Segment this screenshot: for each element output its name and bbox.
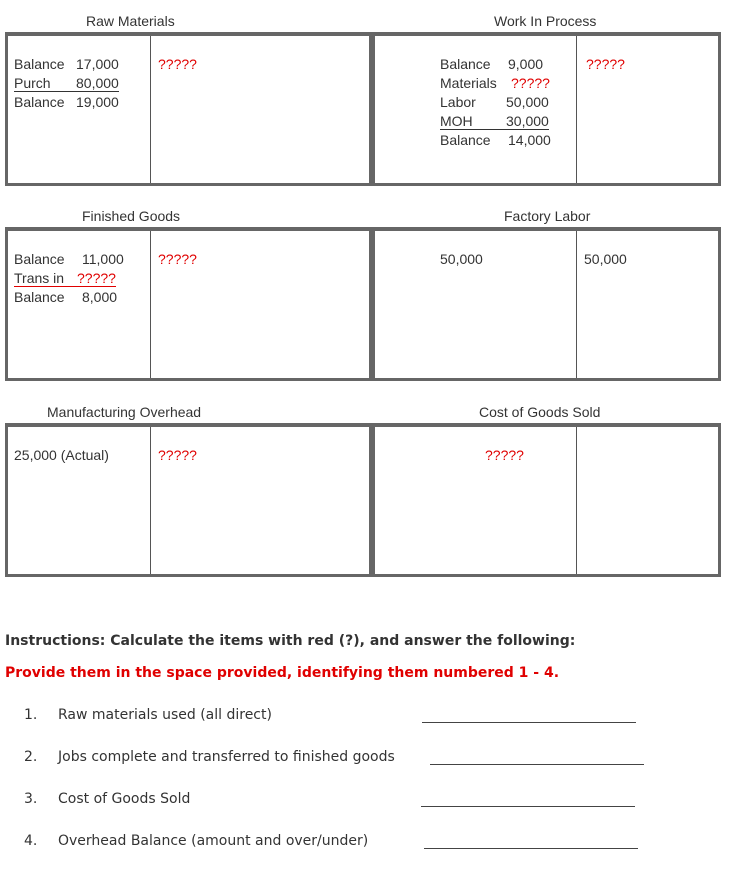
manufacturing-overhead-credit: ????? — [158, 447, 197, 463]
answer-line-3[interactable] — [421, 806, 635, 807]
wip-row-label: Balance — [440, 132, 491, 148]
answer-line-4[interactable] — [424, 848, 638, 849]
rm-row-label: Balance — [14, 94, 65, 110]
t-account-divider — [150, 231, 151, 378]
fg-row-value: 11,000 — [82, 251, 124, 267]
instructions-subheading: Provide them in the space provided, identifying them numbered 1 - 4. — [5, 665, 560, 681]
question-3 — [24, 791, 190, 807]
wip-row-value: 14,000 — [508, 132, 551, 148]
question-text: Cost of Goods Sold — [58, 791, 191, 807]
wip-row-label: MOH — [440, 113, 473, 129]
raw-materials-title: Raw Materials — [86, 13, 175, 29]
wip-row-value: 30,000 — [506, 113, 549, 129]
manufacturing-overhead-title: Manufacturing Overhead — [47, 404, 202, 420]
t-account-divider — [150, 36, 151, 183]
wip-row-value: ????? — [511, 75, 550, 91]
factory-labor-title: Factory Labor — [504, 208, 591, 224]
factory-labor-credit: 50,000 — [584, 251, 627, 267]
manufacturing-overhead-debit: 25,000 (Actual) — [14, 447, 109, 463]
question-number: 3. — [24, 791, 38, 807]
factory-labor-t-account — [372, 227, 721, 381]
rm-row-value: 80,000 — [76, 75, 119, 91]
t-account-divider — [576, 36, 577, 183]
rm-row-value: 17,000 — [76, 56, 119, 72]
wip-row-value: 50,000 — [506, 94, 549, 110]
raw-materials-t-account — [5, 32, 372, 186]
factory-labor-debit: 50,000 — [440, 251, 483, 267]
question-4 — [24, 833, 368, 849]
question-number: 4. — [24, 833, 38, 849]
raw-materials-credit: ????? — [158, 56, 197, 72]
fg-row-label: Trans in — [14, 270, 65, 286]
fg-row-label: Balance — [14, 289, 65, 305]
fg-row-label: Balance — [14, 251, 65, 267]
wip-row-label: Balance — [440, 56, 491, 72]
wip-row-label: Labor — [440, 94, 476, 110]
rm-row-label: Purch — [14, 75, 51, 91]
instructions-heading: Instructions: Calculate the items with red (?), and answer the following: — [5, 633, 576, 649]
answer-line-1[interactable] — [422, 722, 636, 723]
cost-of-goods-sold-debit: ????? — [485, 447, 524, 463]
wip-row-value: 9,000 — [508, 56, 544, 72]
t-account-divider — [576, 427, 577, 574]
t-account-divider — [150, 427, 151, 574]
question-2 — [24, 749, 395, 765]
question-text: Jobs complete and transferred to finished goods — [58, 749, 395, 765]
question-text: Overhead Balance (amount and over/under) — [58, 833, 369, 849]
finished-goods-debit — [14, 250, 124, 307]
fg-row-value: 8,000 — [82, 289, 118, 305]
question-number: 1. — [24, 707, 38, 723]
answer-line-2[interactable] — [430, 764, 644, 765]
finished-goods-credit: ????? — [158, 251, 197, 267]
work-in-process-credit: ????? — [586, 56, 625, 72]
question-1 — [24, 707, 272, 723]
question-number: 2. — [24, 749, 38, 765]
work-in-process-debit — [440, 55, 551, 150]
cost-of-goods-sold-t-account — [372, 423, 721, 577]
finished-goods-t-account — [5, 227, 372, 381]
fg-row-value: ????? — [77, 270, 116, 286]
work-in-process-t-account — [372, 32, 721, 186]
work-in-process-title: Work In Process — [494, 13, 597, 29]
question-text: Raw materials used (all direct) — [58, 707, 272, 723]
wip-row-label: Materials — [440, 75, 497, 91]
manufacturing-overhead-t-account — [5, 423, 372, 577]
raw-materials-debit — [14, 55, 119, 112]
t-account-divider — [576, 231, 577, 378]
rm-row-value: 19,000 — [76, 94, 119, 110]
cost-of-goods-sold-title: Cost of Goods Sold — [479, 404, 601, 420]
finished-goods-title: Finished Goods — [82, 208, 181, 224]
rm-row-label: Balance — [14, 56, 65, 72]
